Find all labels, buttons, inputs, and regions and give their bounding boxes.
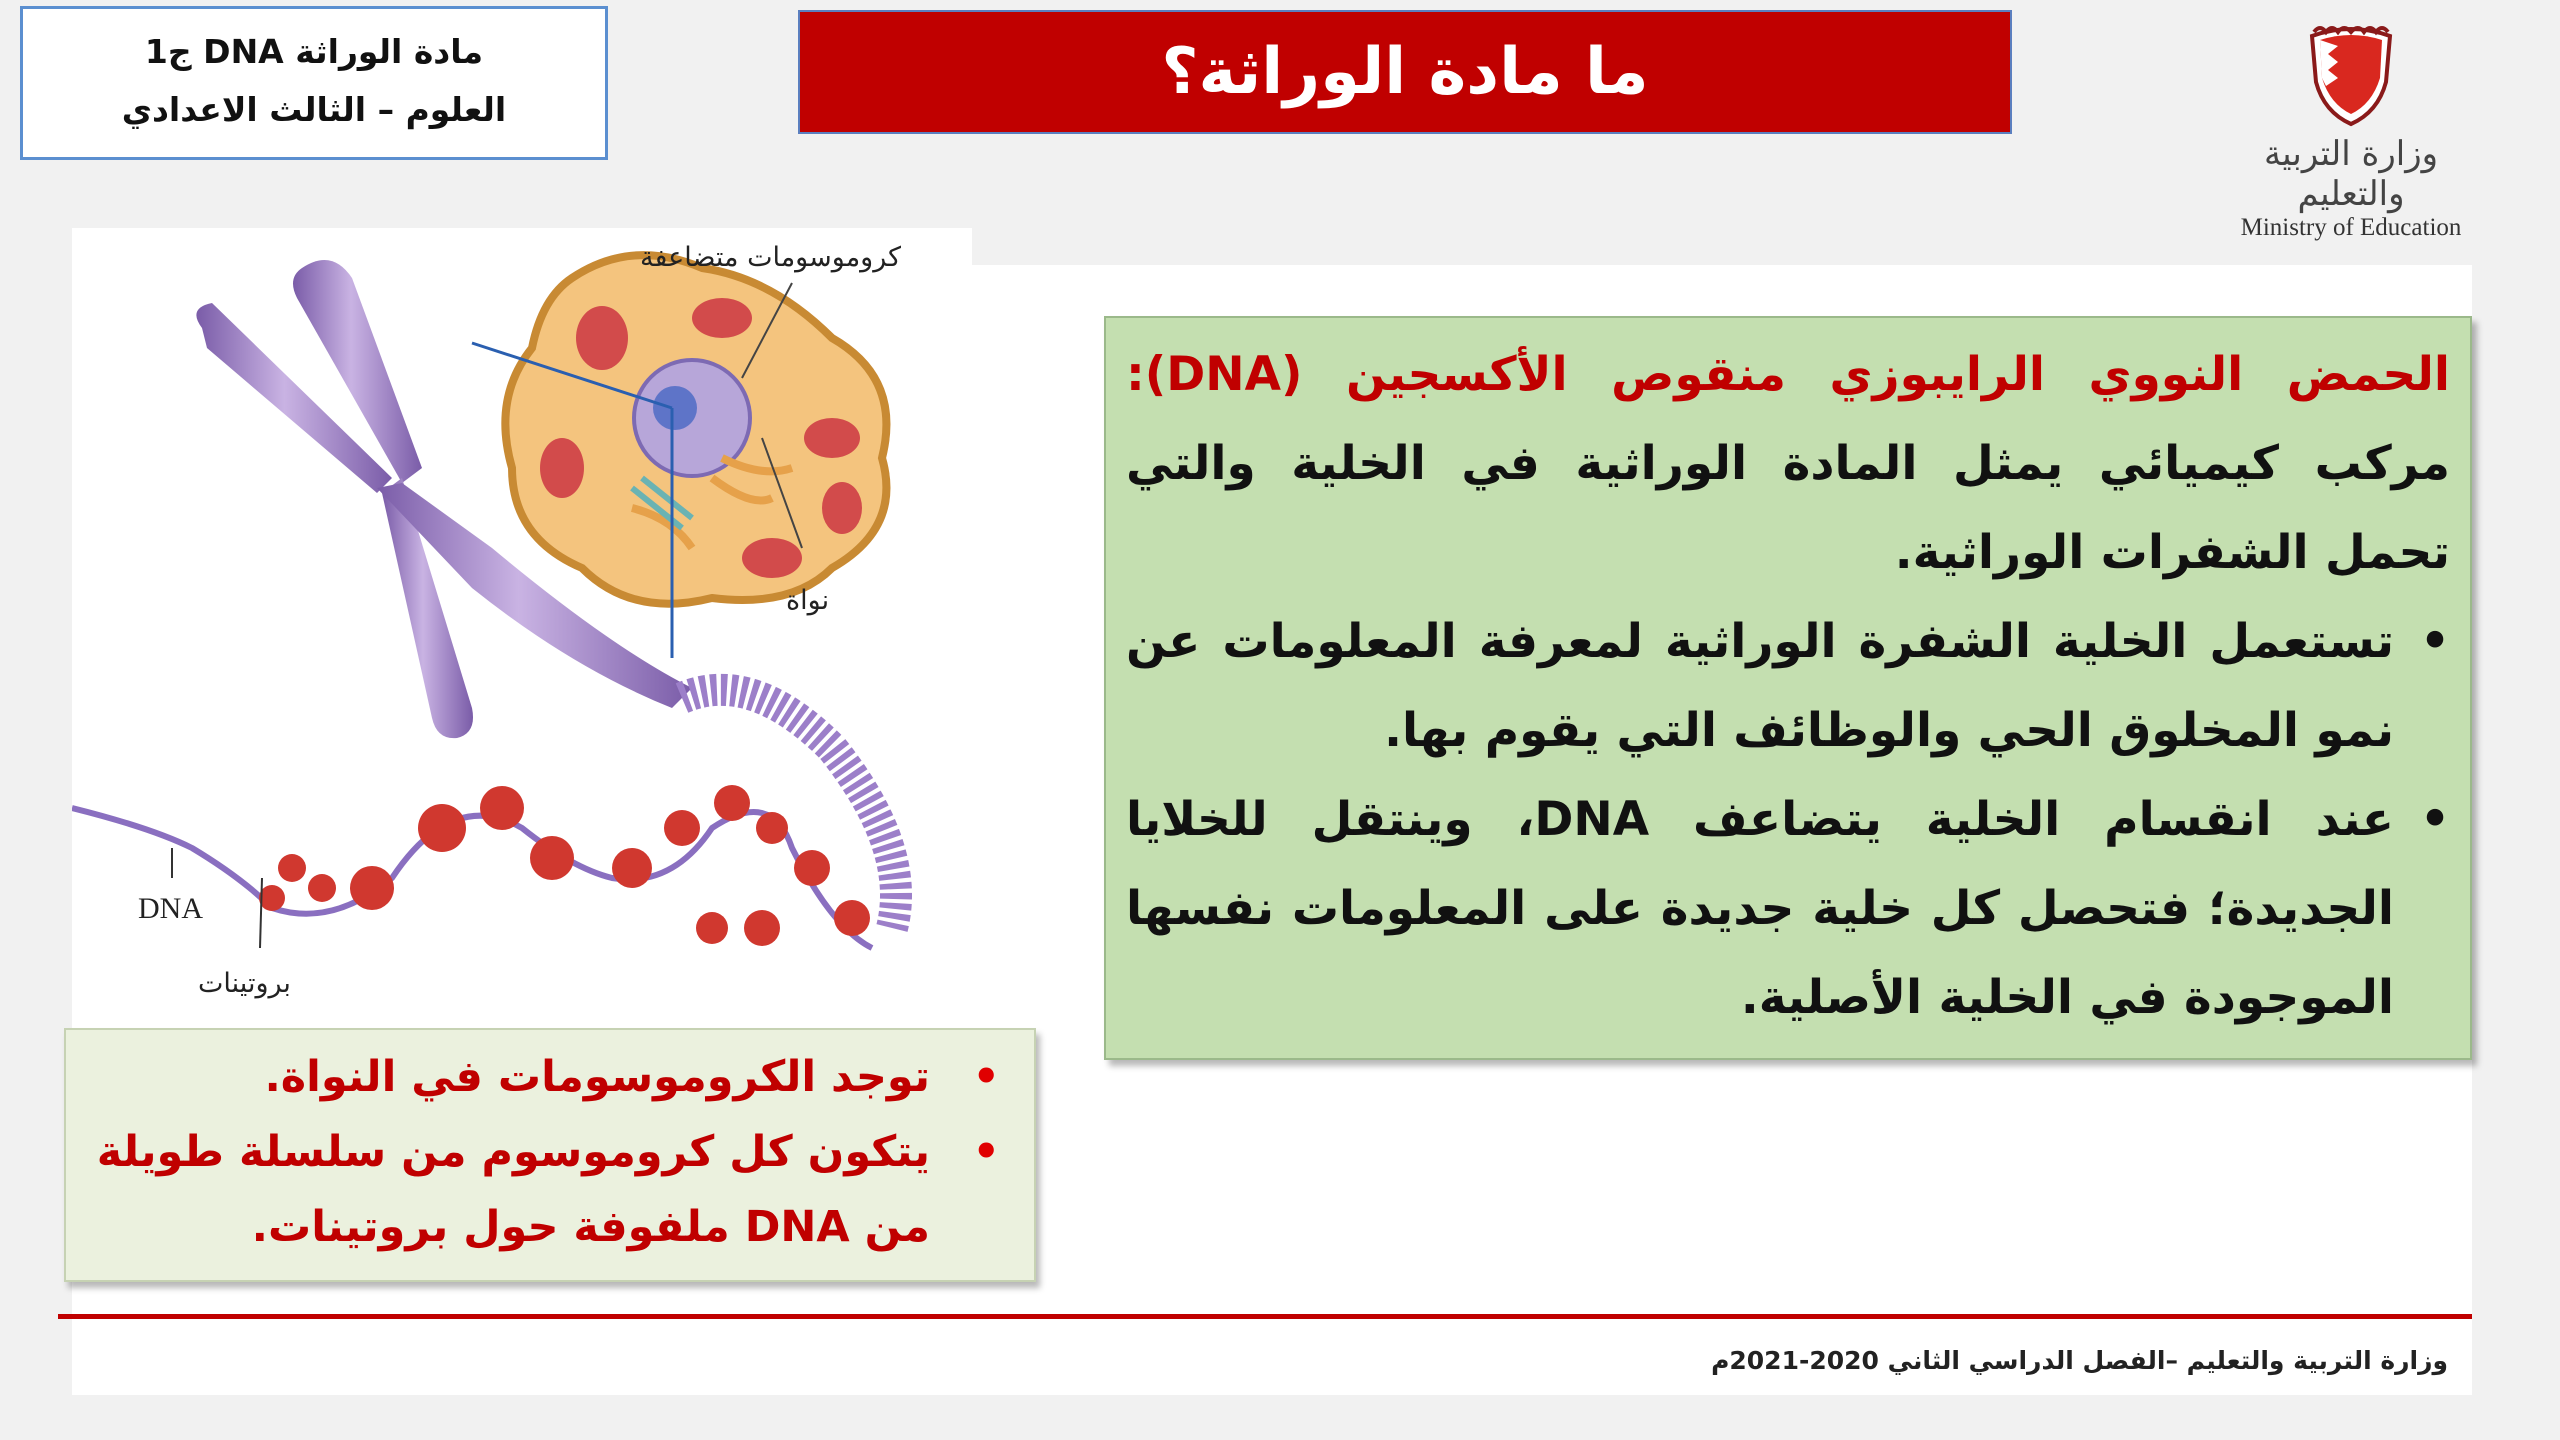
course-grade: العلوم – الثالث الاعدادي	[121, 90, 507, 129]
dna-definition-box	[1104, 316, 2472, 1060]
emblem-icon	[2306, 24, 2396, 128]
ministry-name-english: Ministry of Education	[2240, 214, 2462, 241]
facts-bullets	[84, 1040, 1012, 1265]
ministry-name-arabic: وزارة التربية والتعليم	[2263, 134, 2439, 214]
chromosome-illustration	[72, 228, 972, 1018]
definition-bullet: • تستعمل الخلية الشفرة الوراثية لمعرفة المعلومات عن نمو المخلوق الحي والوظائف التي يقوم بها.	[1126, 597, 2394, 775]
cell-illustration	[505, 255, 886, 604]
definition-term: الحمض النووي الرايبوزي منقوص الأكسجين (DNA):	[1126, 347, 2450, 402]
ministry-logo	[2220, 24, 2482, 241]
definition-bullets	[1126, 597, 2450, 1042]
slide-title-bar	[798, 10, 2012, 134]
label-proteins: بروتينات	[198, 968, 291, 999]
fact-bullet: • توجد الكروموسومات في النواة.	[84, 1040, 930, 1115]
definition-bullet: • عند انقسام الخلية يتضاعف DNA، وينتقل للخلايا الجديدة؛ فتحصل كل خلية جديدة على المعلومات نفسها الموجودة في الخلية الأصلية.	[1126, 775, 2394, 1042]
footer-divider	[58, 1314, 2472, 1319]
fact-bullet: • يتكون كل كروموسوم من سلسلة طويلة من DNA ملفوفة حول بروتينات.	[84, 1115, 930, 1265]
chromosome-facts-box	[64, 1028, 1036, 1282]
label-duplicated-chromosomes: كروموسومات متضاعفة	[640, 242, 901, 273]
label-nucleus: نواة	[786, 585, 830, 616]
label-dna: DNA	[138, 892, 203, 925]
chromosome-figure	[72, 228, 972, 1018]
course-info-box	[20, 6, 608, 160]
course-title: مادة الوراثة DNA ج1	[144, 32, 484, 71]
slide-title: ما مادة الوراثة؟	[1161, 35, 1649, 109]
definition-paragraph	[1126, 330, 2450, 597]
definition-text: مركب كيميائي يمثل المادة الوراثية في الخلية والتي تحمل الشفرات الوراثية.	[1126, 436, 2450, 580]
footer-text: وزارة التربية والتعليم –الفصل الدراسي الثاني 2020-2021م	[1711, 1346, 2448, 1375]
